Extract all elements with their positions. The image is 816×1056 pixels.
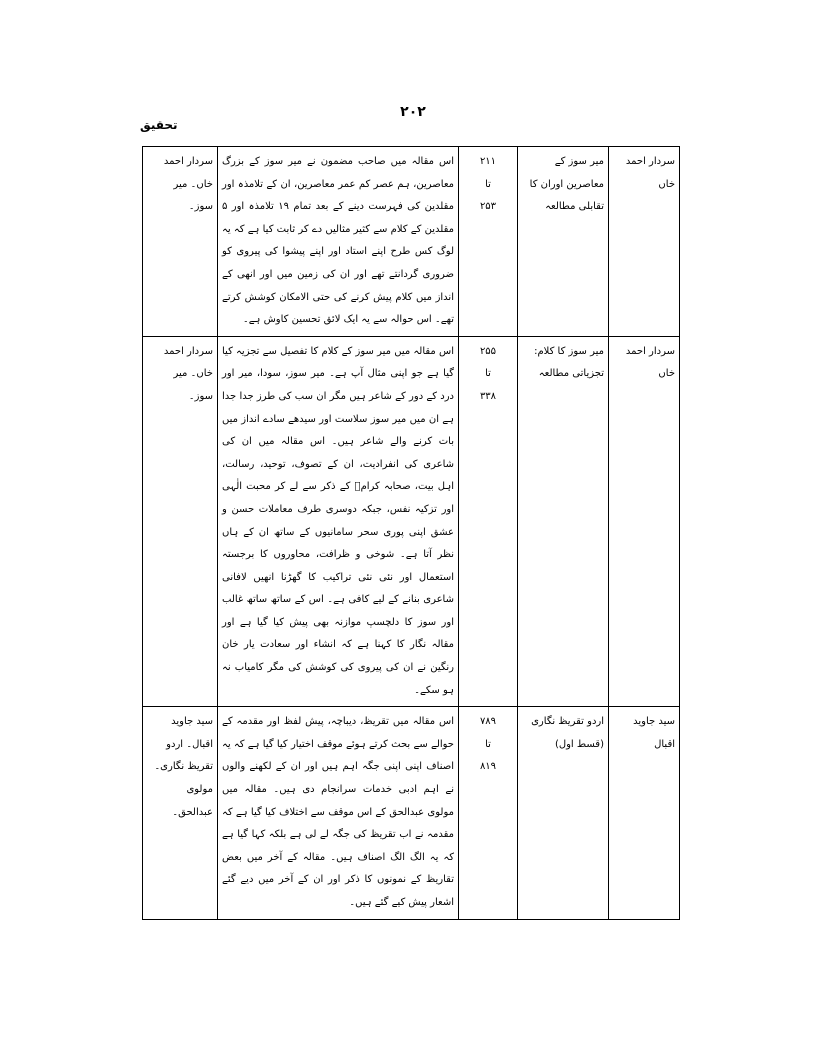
page-from: ۷۸۹	[479, 716, 497, 728]
pages-cell	[459, 707, 518, 919]
page-to: ۲۵۳	[479, 201, 497, 213]
table-row	[143, 147, 680, 337]
page-to: ۳۳۸	[479, 390, 497, 402]
author-cell: سردار احمد خاں	[609, 336, 680, 707]
page-from: ۲۵۵	[479, 345, 497, 357]
page-from: ۲۱۱	[479, 156, 497, 167]
author-cell: سردار احمد خاں	[609, 147, 680, 337]
title-cell: میر سوز کے معاصرین اوران کا تقابلی مطالعہ	[518, 147, 609, 337]
table-row	[143, 336, 680, 707]
summary-cell: اس مقالہ میں تقریظ، دیباچہ، پیش لفظ اور مقدمہ کے حوالے سے بحث کرتے ہوئے موقف اختیار کیا گیا ہے کہ یہ اصناف اپنی اپنی جگہ اہم ہیں اور ان کے لکھنے والوں نے اہم ادبی خدمات سرانجام دی ہیں۔ مقالہ میں مولوی عبدالحق کے اس موقف سے اختلاف کیا گیا ہے کہ مقدمہ نے اب تقریظ کی جگہ لے لی ہے بلکہ کہا گیا ہے کہ یہ الگ الگ اصناف ہیں۔ مقالہ کے آخر میں بعض تقاریظ کے نمونوں کا ذکر اور ان کے آخر میں دیے گئے اشعار پیش کیے گئے ہیں۔	[218, 707, 459, 919]
title-cell: میر سوز کا کلام: تجزیاتی مطالعہ	[518, 336, 609, 707]
author-cell: سید جاوید اقبال	[609, 707, 680, 919]
pages-cell	[459, 147, 518, 337]
page-to: ۸۱۹	[479, 761, 497, 773]
running-head: تحقیق	[140, 118, 178, 132]
page-to-word: تا	[485, 178, 491, 190]
summary-cell: اس مقالہ میں صاحب مضمون نے میر سوز کے بزرگ معاصرین، ہم عصر کم عمر معاصرین، ان کے تلامذہ اور مقلدین کی فہرست دینے کے بعد تمام ۱۹ تلامذہ اور ۵ مقلدین کے کلام سے کثیر مثالیں دے کر ثابت کیا ہے کہ یہ لوگ کس طرح اپنے استاد اور اپنے پیشوا کی پیروی کو ضروری گردانتے تھے اور ان کی زمین میں اور انھی کے انداز میں کلام پیش کرنے کی حتی الامکان کوشش کرتے تھے۔ اس حوالہ سے یہ ایک لائق تحسین کاوش ہے۔	[218, 147, 459, 337]
table-row	[143, 707, 680, 919]
keywords-cell: سردار احمد خاں۔ میر سوز۔	[143, 147, 218, 337]
pages-cell	[459, 336, 518, 707]
bibliography-table	[142, 146, 680, 920]
keywords-cell: سردار احمد خاں۔ میر سوز۔	[143, 336, 218, 707]
page-number: ۲۰۲	[400, 104, 426, 120]
title-cell: اردو تقریظ نگاری (قسط اول)	[518, 707, 609, 919]
page-to-word: تا	[485, 368, 491, 380]
keywords-cell: سید جاوید اقبال۔ اردو تقریظ نگاری۔ مولوی عبدالحق۔	[143, 707, 218, 919]
summary-cell: اس مقالہ میں میر سوز کے کلام کا تفصیل سے تجزیہ کیا گیا ہے جو اپنی مثال آپ ہے۔ میر سوز، سودا، میر اور درد کے دور کے شاعر ہیں مگر ان سب کی طرز جدا جدا ہے ان میں میر سوز سلاست اور سیدھے سادے انداز میں بات کرنے والے شاعر ہیں۔ اس مقالہ میں ان کی شاعری کی انفرادیت، ان کے تصوف، توحید، رسالت، اہل بیت، صحابہ کرامؓ کے ذکر سے لے کر محبت الٰہی اور تزکیہ نفس، جبکہ دوسری طرف معاملات حسن و عشق اپنی پوری سحر سامانیوں کے ساتھ ان کے ہاں نظر آتا ہے۔ شوخی و ظرافت، محاوروں کا برجستہ استعمال اور نئی نئی تراکیب کا گھڑنا انھیں لافانی شاعری بنانے کے لیے کافی ہے۔ اس کے ساتھ ساتھ غالب اور سوز کا دلچسپ موازنہ بھی پیش کیا گیا ہے اور مقالہ نگار کا کہنا ہے کہ انشاء اور سعادت یار خان رنگین نے ان کی پیروی کی کوشش کی مگر کامیاب نہ ہو سکے۔	[218, 336, 459, 707]
page-to-word: تا	[485, 738, 491, 750]
